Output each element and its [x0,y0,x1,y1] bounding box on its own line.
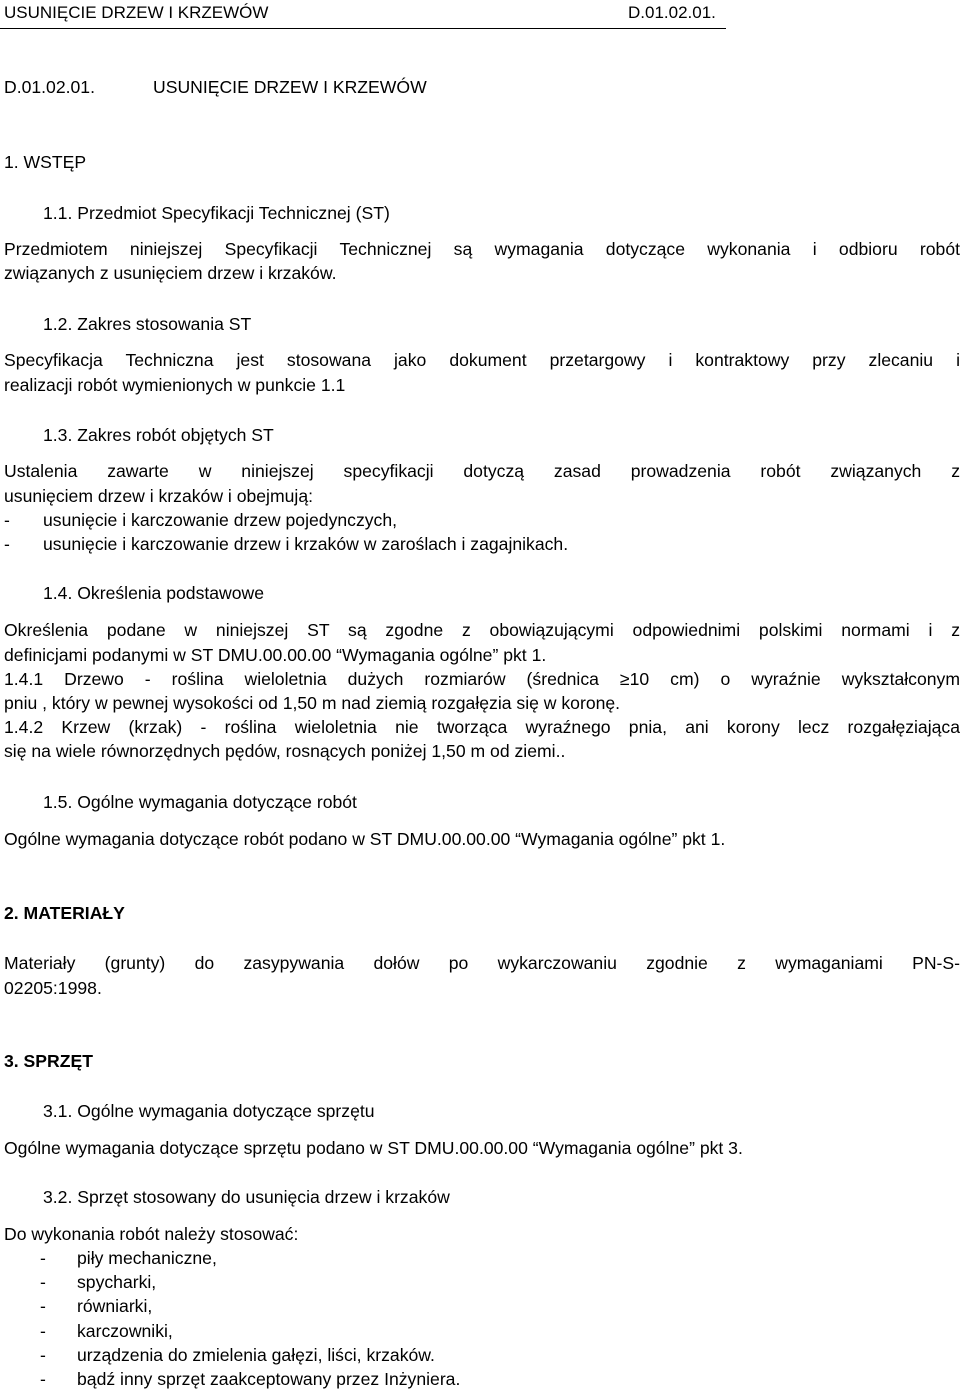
list-item: spycharki, [77,1272,157,1292]
section-1-3-line-2: usunięciem drzew i krzaków i obejmują: [4,486,313,506]
section-3-2-heading: 3.2. Sprzęt stosowany do usunięcia drzew i krzaków [43,1187,450,1207]
section-1-4-line-1: Określenia podane w niniejszej ST są zgodne z obowiązującymi odpowiednimi polskimi normami i z [4,620,960,640]
section-1-2-heading: 1.2. Zakres stosowania ST [43,314,252,334]
list-dash: - [40,1321,46,1341]
list-dash: - [40,1272,46,1292]
section-1-4-heading: 1.4. Określenia podstawowe [43,583,265,603]
running-header-code: D.01.02.01. [628,3,716,22]
section-1-4-2-line-1: 1.4.2 Krzew (krzak) - roślina wieloletnia nie tworząca wyraźnego pnia, ani korony lecz rozgałęziająca [4,717,960,737]
section-1-4-line-2: definicjami podanymi w ST DMU.00.00.00 “Wymagania ogólne” pkt 1. [4,645,547,665]
list-item: usunięcie i karczowanie drzew i krzaków w zaroślach i zagajnikach. [43,534,569,554]
section-1-4-1-line-1: 1.4.1 Drzewo - roślina wieloletnia dużych rozmiarów (średnica ≥10 cm) o wyraźnie wykształconym [4,669,960,689]
list-dash: - [4,510,10,530]
section-3-1-heading: 3.1. Ogólne wymagania dotyczące sprzętu [43,1101,375,1121]
list-item: bądź inny sprzęt zaakceptowany przez Inżyniera. [77,1369,461,1389]
list-dash: - [40,1369,46,1389]
section-3-heading: 3. SPRZĘT [4,1051,93,1071]
list-dash: - [40,1345,46,1365]
section-1-3-heading: 1.3. Zakres robót objętych ST [43,425,274,445]
list-item: karczowniki, [77,1321,173,1341]
header-rule [0,28,726,29]
list-dash: - [4,534,10,554]
list-item: równiarki, [77,1296,153,1316]
section-1-heading: 1. WSTĘP [4,152,87,172]
section-3-2-intro: Do wykonania robót należy stosować: [4,1224,299,1244]
list-dash: - [40,1248,46,1268]
section-1-3-line-1: Ustalenia zawarte w niniejszej specyfikacji dotyczą zasad prowadzenia robót związanych z [4,461,960,481]
running-header-title: USUNIĘCIE DRZEW I KRZEWÓW [4,3,269,22]
section-1-5-line-1: Ogólne wymagania dotyczące robót podano w ST DMU.00.00.00 “Wymagania ogólne” pkt 1. [4,829,726,849]
section-1-1-line-2: związanych z usunięciem drzew i krzaków. [4,263,337,283]
section-3-1-line-1: Ogólne wymagania dotyczące sprzętu podano w ST DMU.00.00.00 “Wymagania ogólne” pkt 3. [4,1138,743,1158]
section-1-1-heading: 1.1. Przedmiot Specyfikacji Technicznej (ST) [43,203,390,223]
list-item: piły mechaniczne, [77,1248,217,1268]
section-1-5-heading: 1.5. Ogólne wymagania dotyczące robót [43,792,357,812]
doc-code: D.01.02.01. [4,77,95,97]
section-1-1-line-1: Przedmiotem niniejszej Specyfikacji Technicznej są wymagania dotyczące wykonania i odbioru robót [4,239,960,259]
section-1-4-2-line-2: się na wiele równorzędnych pędów, rosnących poniżej 1,50 m od ziemi.. [4,741,566,761]
doc-title: USUNIĘCIE DRZEW I KRZEWÓW [153,77,427,97]
section-1-4-1-line-2: pniu , który w pewnej wysokości od 1,50 m nad ziemią rozgałęzia się w koronę. [4,693,621,713]
section-1-2-line-1: Specyfikacja Techniczna jest stosowana jako dokument przetargowy i kontraktowy przy zlecaniu i [4,350,960,370]
section-2-heading: 2. MATERIAŁY [4,903,125,923]
section-2-line-2: 02205:1998. [4,978,102,998]
list-dash: - [40,1296,46,1316]
section-1-2-line-2: realizacji robót wymienionych w punkcie 1.1 [4,375,346,395]
list-item: usunięcie i karczowanie drzew pojedynczych, [43,510,398,530]
list-item: urządzenia do zmielenia gałęzi, liści, krzaków. [77,1345,435,1365]
section-2-line-1: Materiały (grunty) do zasypywania dołów po wykarczowaniu zgodnie z wymaganiami PN-S- [4,953,960,973]
